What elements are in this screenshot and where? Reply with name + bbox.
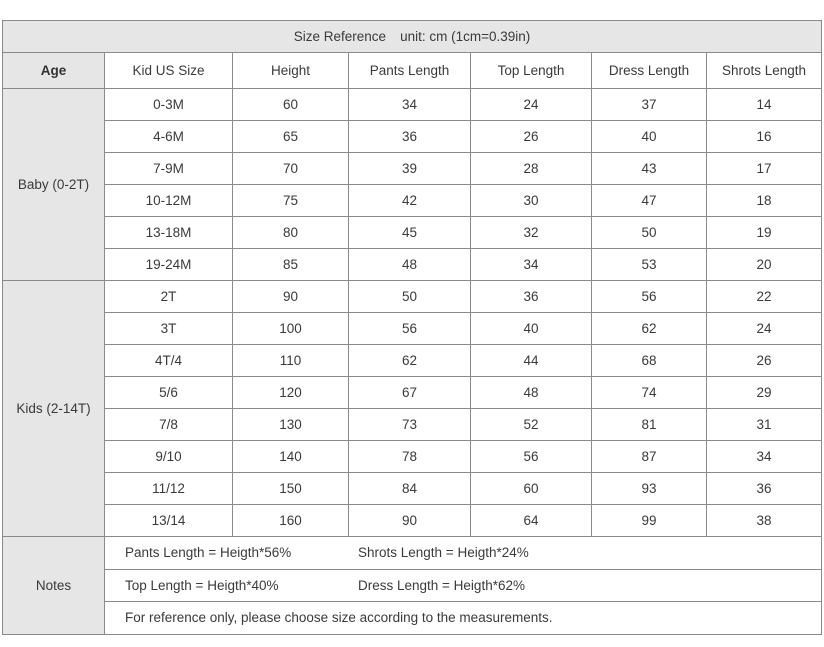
cell-pants-length: 84 [349, 473, 471, 505]
header-kid-us-size: Kid US Size [105, 53, 233, 89]
cell-kid-us-size: 13-18M [105, 217, 233, 249]
header-height: Height [233, 53, 349, 89]
table-title: Size Reference [293, 29, 387, 44]
cell-shorts-length: 22 [707, 281, 822, 313]
table-row [3, 441, 822, 473]
cell-shorts-length: 14 [707, 89, 822, 121]
table-row [3, 345, 822, 377]
cell-top-length: 34 [471, 249, 592, 281]
cell-kid-us-size: 3T [105, 313, 233, 345]
header-age: Age [3, 53, 105, 89]
note-shorts-formula: Shrots Length = Heigth*24% [358, 545, 529, 561]
cell-top-length: 64 [471, 505, 592, 537]
cell-pants-length: 36 [349, 121, 471, 153]
cell-pants-length: 90 [349, 505, 471, 537]
note-line-2 [105, 569, 822, 602]
notes-row [3, 602, 822, 635]
table-row [3, 281, 822, 313]
cell-dress-length: 50 [592, 217, 707, 249]
age-group-label: Baby (0-2T) [3, 89, 105, 281]
cell-dress-length: 87 [592, 441, 707, 473]
cell-height: 140 [233, 441, 349, 473]
cell-kid-us-size: 0-3M [105, 89, 233, 121]
cell-dress-length: 93 [592, 473, 707, 505]
cell-dress-length: 74 [592, 377, 707, 409]
cell-pants-length: 50 [349, 281, 471, 313]
cell-top-length: 30 [471, 185, 592, 217]
cell-pants-length: 78 [349, 441, 471, 473]
cell-dress-length: 99 [592, 505, 707, 537]
cell-pants-length: 67 [349, 377, 471, 409]
cell-shorts-length: 34 [707, 441, 822, 473]
cell-height: 110 [233, 345, 349, 377]
cell-top-length: 48 [471, 377, 592, 409]
unit-note: unit: cm (1cm=0.39in) [400, 29, 531, 44]
cell-pants-length: 48 [349, 249, 471, 281]
cell-dress-length: 68 [592, 345, 707, 377]
title-row [3, 21, 822, 53]
cell-top-length: 56 [471, 441, 592, 473]
cell-height: 65 [233, 121, 349, 153]
cell-shorts-length: 29 [707, 377, 822, 409]
note-disclaimer: For reference only, please choose size according to the measurements. [105, 602, 822, 635]
cell-dress-length: 47 [592, 185, 707, 217]
cell-top-length: 52 [471, 409, 592, 441]
cell-shorts-length: 26 [707, 345, 822, 377]
table-row [3, 121, 822, 153]
cell-shorts-length: 19 [707, 217, 822, 249]
table-row [3, 249, 822, 281]
cell-dress-length: 43 [592, 153, 707, 185]
cell-shorts-length: 17 [707, 153, 822, 185]
cell-height: 60 [233, 89, 349, 121]
header-pants-length: Pants Length [349, 53, 471, 89]
header-row [3, 53, 822, 89]
cell-dress-length: 81 [592, 409, 707, 441]
cell-shorts-length: 18 [707, 185, 822, 217]
cell-kid-us-size: 4T/4 [105, 345, 233, 377]
table-row [3, 89, 822, 121]
cell-height: 85 [233, 249, 349, 281]
table-row [3, 409, 822, 441]
table-row [3, 505, 822, 537]
cell-dress-length: 37 [592, 89, 707, 121]
cell-kid-us-size: 13/14 [105, 505, 233, 537]
table-row [3, 185, 822, 217]
cell-pants-length: 45 [349, 217, 471, 249]
size-reference-table [2, 20, 822, 635]
cell-kid-us-size: 9/10 [105, 441, 233, 473]
note-pants-formula: Pants Length = Heigth*56% [125, 545, 292, 561]
note-dress-formula: Dress Length = Heigth*62% [358, 577, 525, 593]
cell-shorts-length: 16 [707, 121, 822, 153]
cell-shorts-length: 24 [707, 313, 822, 345]
cell-top-length: 44 [471, 345, 592, 377]
cell-shorts-length: 36 [707, 473, 822, 505]
header-dress-length: Dress Length [592, 53, 707, 89]
table-title-cell [3, 21, 822, 53]
cell-top-length: 26 [471, 121, 592, 153]
header-shorts-length: Shrots Length [707, 53, 822, 89]
cell-pants-length: 42 [349, 185, 471, 217]
cell-kid-us-size: 4-6M [105, 121, 233, 153]
cell-height: 70 [233, 153, 349, 185]
cell-top-length: 40 [471, 313, 592, 345]
notes-row [3, 537, 822, 570]
table-row [3, 153, 822, 185]
cell-dress-length: 40 [592, 121, 707, 153]
cell-kid-us-size: 11/12 [105, 473, 233, 505]
header-top-length: Top Length [471, 53, 592, 89]
cell-kid-us-size: 7/8 [105, 409, 233, 441]
cell-height: 150 [233, 473, 349, 505]
cell-kid-us-size: 10-12M [105, 185, 233, 217]
cell-shorts-length: 20 [707, 249, 822, 281]
cell-height: 120 [233, 377, 349, 409]
cell-dress-length: 62 [592, 313, 707, 345]
notes-label: Notes [3, 537, 105, 635]
cell-dress-length: 53 [592, 249, 707, 281]
cell-height: 100 [233, 313, 349, 345]
table-row [3, 473, 822, 505]
cell-height: 80 [233, 217, 349, 249]
cell-top-length: 24 [471, 89, 592, 121]
notes-row [3, 569, 822, 602]
cell-pants-length: 34 [349, 89, 471, 121]
cell-top-length: 36 [471, 281, 592, 313]
cell-pants-length: 62 [349, 345, 471, 377]
cell-height: 90 [233, 281, 349, 313]
cell-top-length: 60 [471, 473, 592, 505]
table-row [3, 217, 822, 249]
cell-top-length: 28 [471, 153, 592, 185]
cell-top-length: 32 [471, 217, 592, 249]
note-line-1 [105, 537, 822, 570]
cell-pants-length: 39 [349, 153, 471, 185]
cell-shorts-length: 31 [707, 409, 822, 441]
note-top-formula: Top Length = Heigth*40% [125, 577, 279, 593]
cell-pants-length: 73 [349, 409, 471, 441]
table-row [3, 313, 822, 345]
cell-height: 75 [233, 185, 349, 217]
age-group-label: Kids (2-14T) [3, 281, 105, 537]
cell-height: 130 [233, 409, 349, 441]
cell-dress-length: 56 [592, 281, 707, 313]
cell-kid-us-size: 19-24M [105, 249, 233, 281]
cell-kid-us-size: 2T [105, 281, 233, 313]
table-row [3, 377, 822, 409]
cell-pants-length: 56 [349, 313, 471, 345]
cell-height: 160 [233, 505, 349, 537]
cell-kid-us-size: 7-9M [105, 153, 233, 185]
cell-shorts-length: 38 [707, 505, 822, 537]
cell-kid-us-size: 5/6 [105, 377, 233, 409]
